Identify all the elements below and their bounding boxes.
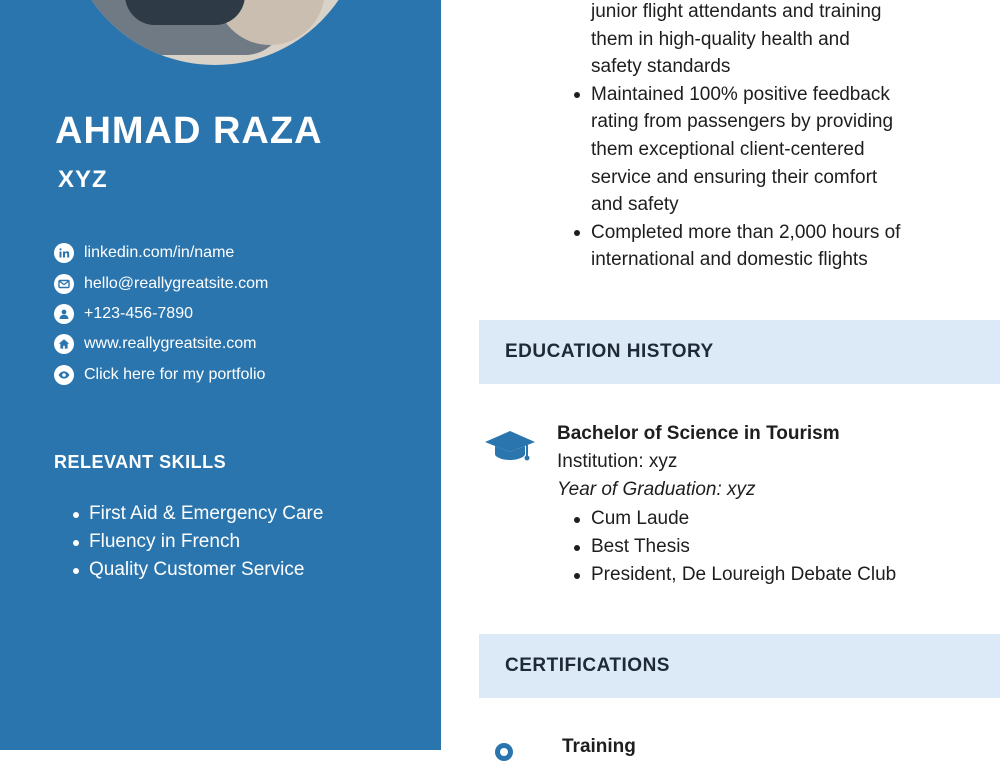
- experience-line: them in high-quality health and: [591, 28, 850, 50]
- profile-photo: [65, 0, 365, 65]
- honor-item: Best Thesis: [591, 533, 896, 561]
- experience-line: Maintained 100% positive feedback: [591, 81, 951, 109]
- sidebar: [0, 0, 441, 750]
- certifications-heading: CERTIFICATIONS: [505, 655, 670, 676]
- contact-website-text: www.reallygreatsite.com: [84, 335, 257, 353]
- contact-email[interactable]: [54, 268, 268, 298]
- graduation-year: Year of Graduation: xyz: [557, 479, 756, 500]
- contact-website[interactable]: [54, 329, 268, 359]
- skills-heading: RELEVANT SKILLS: [54, 452, 227, 472]
- education-heading: EDUCATION HISTORY: [505, 341, 714, 362]
- skill-item: First Aid & Emergency Care: [89, 500, 323, 528]
- experience-line: and safety: [591, 194, 679, 216]
- contact-linkedin-text: linkedin.com/in/name: [84, 244, 235, 262]
- skill-item: Quality Customer Service: [89, 556, 323, 584]
- contact-phone[interactable]: [54, 299, 268, 329]
- home-icon: [54, 334, 74, 354]
- honors-list: [591, 505, 896, 589]
- contact-email-text: hello@reallygreatsite.com: [84, 274, 269, 292]
- profile-subtitle: XYZ: [58, 166, 108, 193]
- honor-item: President, De Loureigh Debate Club: [591, 561, 896, 589]
- experience-line: Completed more than 2,000 hours of: [591, 219, 951, 247]
- experience-line: them exceptional client-centered: [591, 138, 865, 160]
- experience-line: service and ensuring their comfort: [591, 166, 878, 188]
- mail-icon: [54, 274, 74, 294]
- certification-title: Training: [562, 736, 636, 757]
- skill-item: Fluency in French: [89, 528, 323, 556]
- experience-line: rating from passengers by providing: [591, 111, 894, 133]
- certifications-section-header: [479, 634, 1000, 698]
- honor-item: Cum Laude: [591, 505, 896, 533]
- eye-icon: [54, 365, 74, 385]
- experience-line: junior flight attendants and training: [591, 1, 882, 22]
- education-section-header: [479, 320, 1000, 384]
- contact-portfolio-text: Click here for my portfolio: [84, 365, 266, 383]
- profile-name: AHMAD RAZA: [55, 110, 323, 152]
- contact-linkedin[interactable]: [54, 238, 268, 268]
- contact-portfolio[interactable]: [54, 360, 268, 390]
- graduation-cap-icon: [483, 428, 537, 464]
- badge-icon: [489, 740, 519, 770]
- contact-phone-text: +123-456-7890: [84, 304, 193, 322]
- contact-list: [54, 238, 268, 390]
- experience-line: international and domestic flights: [591, 249, 868, 271]
- linkedin-icon: [54, 243, 74, 263]
- institution: Institution: xyz: [557, 451, 678, 472]
- user-icon: [54, 304, 74, 324]
- experience-line: safety standards: [591, 56, 731, 78]
- skills-list: [89, 500, 323, 584]
- experience-bullets: [591, 0, 951, 274]
- degree-title: Bachelor of Science in Tourism: [557, 423, 840, 444]
